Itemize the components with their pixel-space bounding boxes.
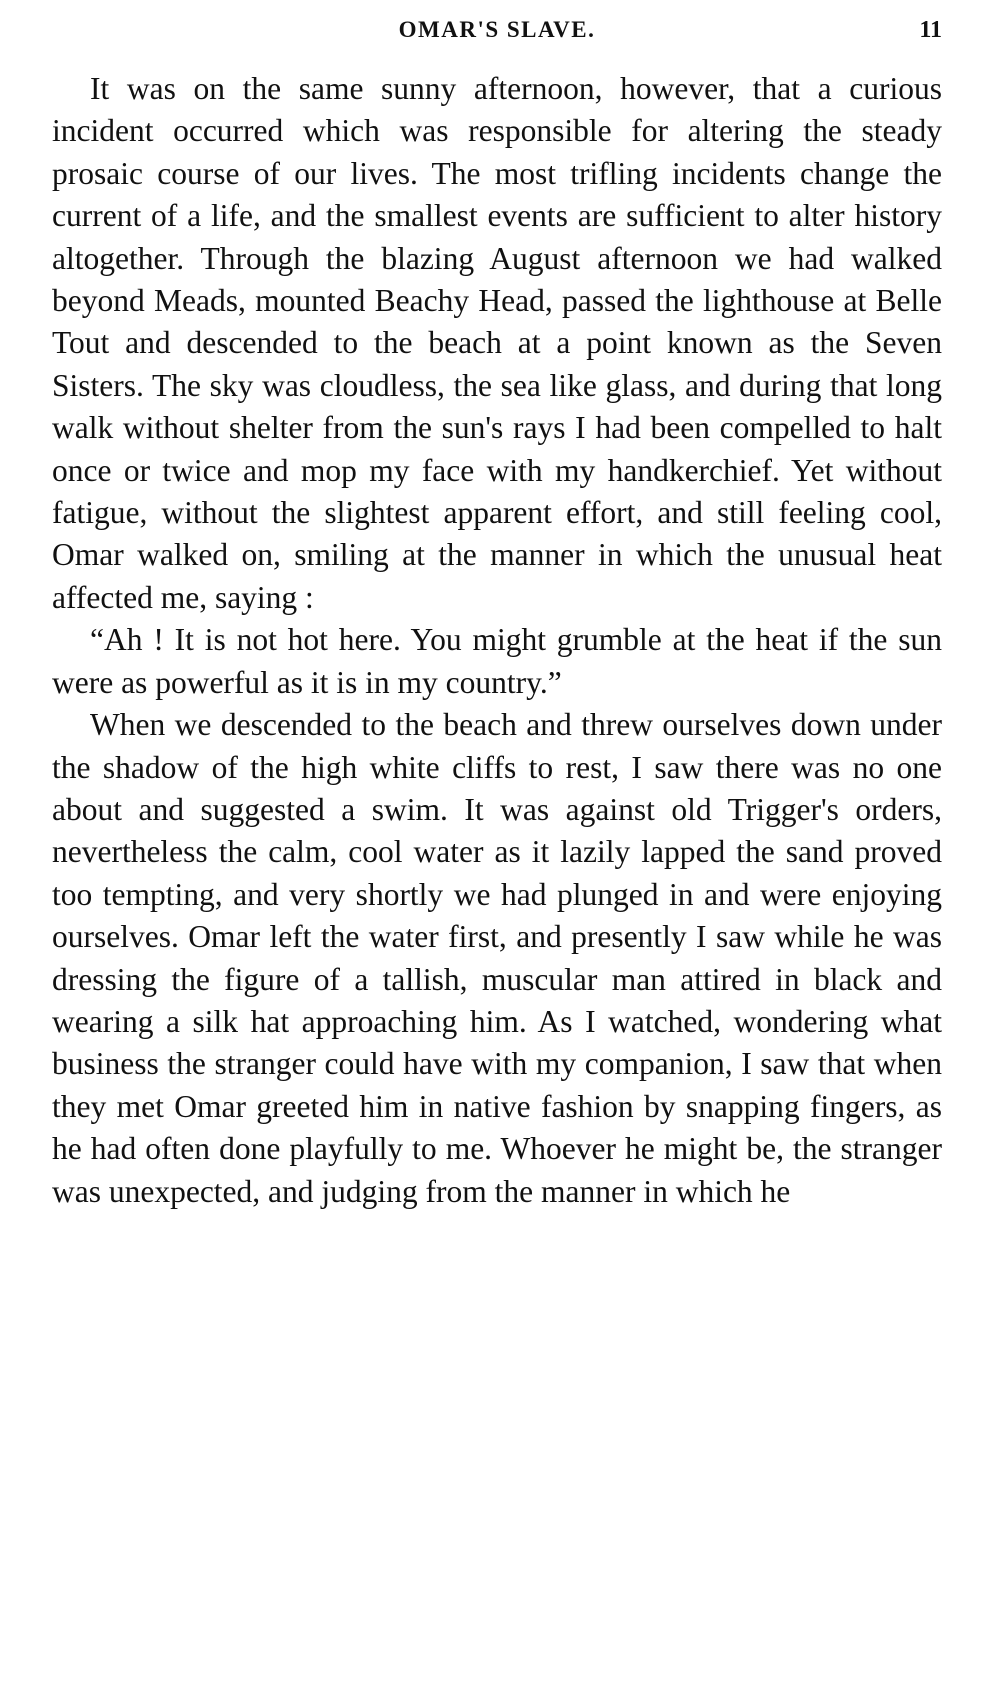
body-text (52, 68, 942, 1213)
paragraph-1: It was on the same sunny afternoon, however, that a curious incident occurred which was responsible for altering the steady prosaic course of our lives. The most trifling incidents change the current of a life, and the smallest events are sufficient to alter history altogether. Through the blazing August afternoon we had walked beyond Meads, mounted Beachy Head, passed the lighthouse at Belle Tout and descended to the beach at a point known as the Seven Sisters. The sky was cloudless, the sea like glass, and during that long walk without shelter from the sun's rays I had been compelled to halt once or twice and mop my face with my handkerchief. Yet without fatigue, without the slightest apparent effort, and still feeling cool, Omar walked on, smiling at the manner in which the unusual heat affected me, saying : (52, 71, 942, 615)
page-number: 11 (919, 17, 942, 43)
running-title: OMAR'S SLAVE. (398, 17, 596, 42)
paragraph-2: “Ah ! It is not hot here. You might grumble at the heat if the sun were as powerful as it is in my country.” (52, 622, 942, 700)
paragraph-3: When we descended to the beach and threw ourselves down under the shadow of the high white cliffs to rest, I saw there was no one about and suggested a swim. It was against old Trigger's orders, nevertheless the calm, cool water as it lazily lapped the sand proved too tempting, and very shortly we had plunged in and were enjoying ourselves. Omar left the water first, and presently I saw while he was dressing the figure of a tallish, muscular man attired in black and wearing a silk hat approaching him. As I watched, wondering what business the stranger could have with my companion, I saw that when they met Omar greeted him in native fashion by snapping fingers, as he had often done playfully to me. Whoever he might be, the stranger was unexpected, and judging from the manner in which he (52, 707, 942, 1209)
running-head (52, 10, 942, 50)
